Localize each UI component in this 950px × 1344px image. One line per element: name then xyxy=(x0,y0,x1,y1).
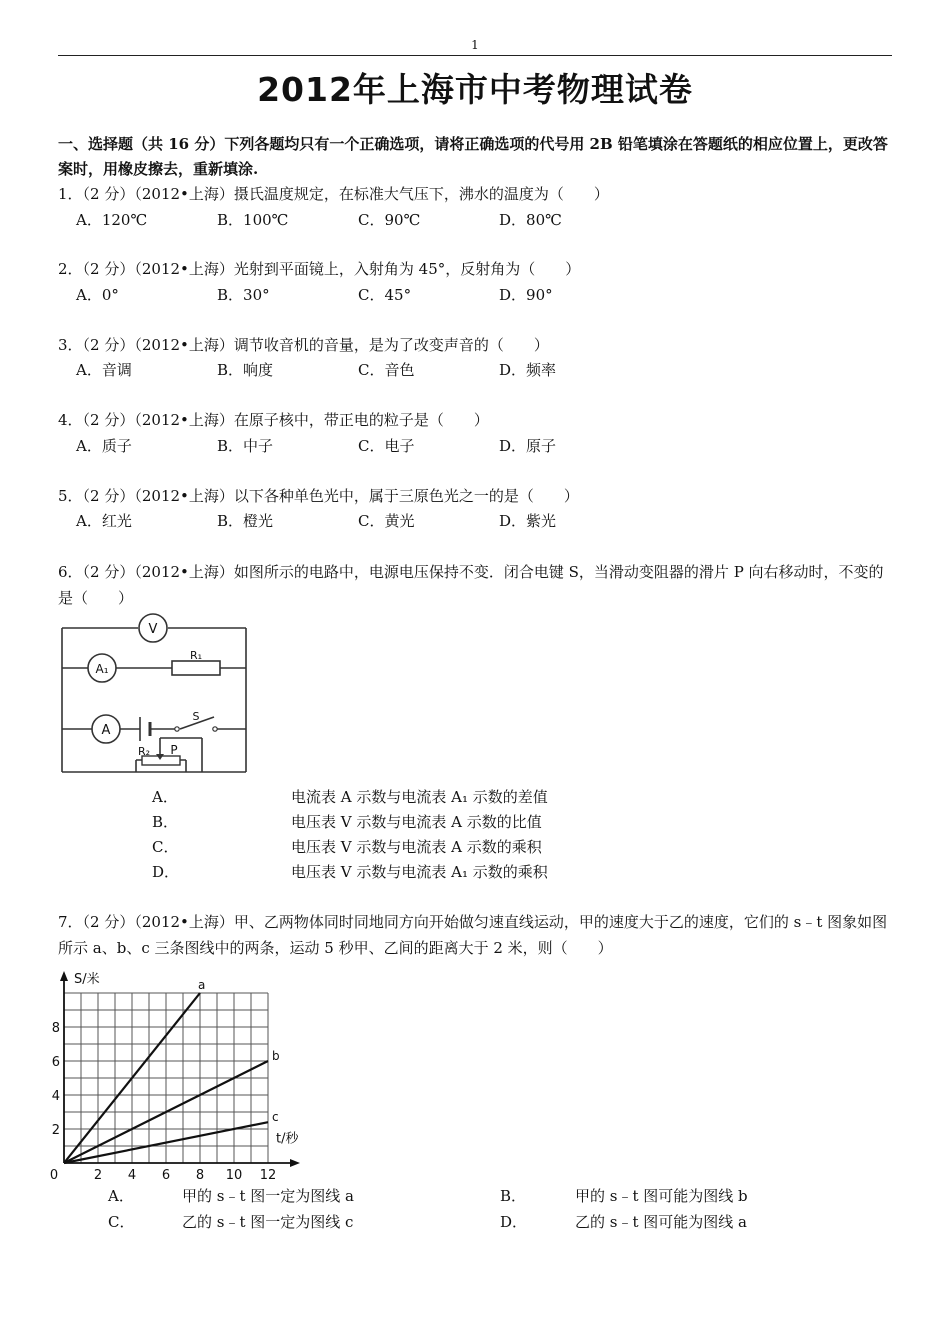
q6-option-b-text[interactable]: 电压表 V 示数与电流表 A 示数的比值 xyxy=(291,813,542,831)
x-tick-label: 8 xyxy=(195,1168,205,1183)
x-tick-label: 12 xyxy=(259,1168,277,1183)
series-label-b: b xyxy=(272,1049,280,1063)
resistor-r1-icon xyxy=(172,661,220,675)
x-tick-label: 6 xyxy=(161,1168,171,1183)
y-tick-label: 2 xyxy=(51,1123,60,1138)
q3-option-c[interactable]: C．音色 xyxy=(358,361,415,379)
page-number: 1 xyxy=(471,38,479,52)
q6-option-c-letter[interactable]: C． xyxy=(152,838,179,856)
y-tick-label: 6 xyxy=(51,1055,60,1070)
x-tick-label: 10 xyxy=(225,1168,243,1183)
chart-grid xyxy=(64,993,268,1163)
q7-option-d-letter[interactable]: D． xyxy=(500,1213,528,1231)
q6-option-d-text[interactable]: 电压表 V 示数与电流表 A₁ 示数的乘积 xyxy=(291,863,548,881)
y-tick-label: 4 xyxy=(51,1089,60,1104)
q7-option-c-text[interactable]: 乙的 s﹣t 图一定为图线 c xyxy=(182,1213,354,1231)
switch-contact-icon xyxy=(213,727,217,731)
page-title: 2012年上海市中考物理试卷 xyxy=(257,70,693,109)
slider-label: P xyxy=(170,743,178,757)
q6-option-d-letter[interactable]: D． xyxy=(152,863,180,881)
question-4-stem: 4．（2 分）（2012•上海）在原子核中，带正电的粒子是（ ） xyxy=(58,411,489,429)
q7-option-d-text[interactable]: 乙的 s﹣t 图可能为图线 a xyxy=(575,1213,747,1231)
x-tick-label: 4 xyxy=(127,1168,137,1183)
header-rule xyxy=(58,55,892,56)
y-tick-label: 8 xyxy=(51,1021,60,1036)
voltmeter-label: V xyxy=(148,622,158,637)
q7-option-c-letter[interactable]: C． xyxy=(108,1213,135,1231)
switch-contact-icon xyxy=(175,727,179,731)
question-7-stem: 7．（2 分）（2012•上海）甲、乙两物体同时同地同方向开始做匀速直线运动，甲的速度大于乙的速度，它们的 s﹣t 图象如图所示 a、b、c 三条图线中的两条，运动 5 秒甲、乙间的距离大于 2 米，则（ ） xyxy=(58,913,888,957)
q3-option-d[interactable]: D．频率 xyxy=(499,361,557,379)
q5-option-a[interactable]: A．红光 xyxy=(76,512,132,530)
battery-icon xyxy=(140,717,150,741)
question-5-stem: 5．（2 分）（2012•上海）以下各种单色光中，属于三原色光之一的是（ ） xyxy=(58,487,579,505)
chart-axes xyxy=(60,971,300,1167)
q6-option-c-text[interactable]: 电压表 V 示数与电流表 A 示数的乘积 xyxy=(291,838,542,856)
st-graph xyxy=(49,965,302,1187)
q5-option-b[interactable]: B．橙光 xyxy=(217,512,274,530)
q4-option-d[interactable]: D．原子 xyxy=(499,437,557,455)
switch-label: S xyxy=(192,710,200,723)
ammeter-a1-label: A₁ xyxy=(95,662,109,676)
q2-option-d[interactable]: D．90° xyxy=(499,286,553,304)
x-axis-label: t/秒 xyxy=(276,1131,299,1147)
q4-option-c[interactable]: C．电子 xyxy=(358,437,415,455)
question-6-stem: 6．（2 分）（2012•上海）如图所示的电路中，电源电压保持不变．闭合电键 S，当滑动变阻器的滑片 P 向右移动时，不变的是（ ） xyxy=(58,563,884,607)
y-axis-label: S/米 xyxy=(74,972,100,987)
q1-option-c[interactable]: C．90℃ xyxy=(358,211,421,229)
q4-option-a[interactable]: A．质子 xyxy=(76,437,132,455)
q4-option-b[interactable]: B．中子 xyxy=(217,437,274,455)
y-axis-arrow-icon xyxy=(60,971,68,981)
series-label-c: c xyxy=(272,1110,279,1125)
q6-option-a-text[interactable]: 电流表 A 示数与电流表 A₁ 示数的差值 xyxy=(291,788,548,806)
q7-option-a-letter[interactable]: A． xyxy=(108,1187,134,1205)
q6-option-b-letter[interactable]: B． xyxy=(152,813,179,831)
q3-option-a[interactable]: A．音调 xyxy=(76,361,132,379)
q7-option-b-letter[interactable]: B． xyxy=(500,1187,527,1205)
q1-option-a[interactable]: A．120℃ xyxy=(76,211,148,229)
section-heading: 一、选择题（共 16 分）下列各题均只有一个正确选项，请将正确选项的代号用 2B 铅笔填涂在答题纸的相应位置上，更改答案时，用橡皮擦去，重新填涂. xyxy=(58,135,888,178)
ammeter-a-label: A xyxy=(101,723,111,738)
r1-label: R₁ xyxy=(189,649,203,662)
q1-option-d[interactable]: D．80℃ xyxy=(499,211,562,229)
q6-option-a-letter[interactable]: A． xyxy=(152,788,178,806)
question-3-stem: 3．（2 分）（2012•上海）调节收音机的音量，是为了改变声音的（ ） xyxy=(58,336,549,354)
question-1-stem: 1．（2 分）（2012•上海）摄氏温度规定，在标准大气压下，沸水的温度为（ ） xyxy=(58,185,609,203)
r2-label: R₂ xyxy=(137,745,151,758)
question-2-stem: 2．（2 分）（2012•上海）光射到平面镜上，入射角为 45°，反射角为（ ） xyxy=(58,260,581,278)
q5-option-d[interactable]: D．紫光 xyxy=(499,512,557,530)
q3-option-b[interactable]: B．响度 xyxy=(217,361,274,379)
x-tick-label: 2 xyxy=(93,1168,103,1183)
x-tick-label: 0 xyxy=(49,1168,59,1183)
q1-option-b[interactable]: B．100℃ xyxy=(217,211,289,229)
series-label-a: a xyxy=(198,978,206,992)
q2-option-a[interactable]: A．0° xyxy=(76,286,119,304)
q2-option-c[interactable]: C．45° xyxy=(358,286,412,304)
x-axis-arrow-icon xyxy=(290,1159,300,1167)
q7-option-a-text[interactable]: 甲的 s﹣t 图一定为图线 a xyxy=(182,1187,354,1205)
q2-option-b[interactable]: B．30° xyxy=(217,286,270,304)
q5-option-c[interactable]: C．黄光 xyxy=(358,512,415,530)
q7-option-b-text[interactable]: 甲的 s﹣t 图可能为图线 b xyxy=(575,1187,748,1205)
circuit-diagram xyxy=(56,612,256,778)
